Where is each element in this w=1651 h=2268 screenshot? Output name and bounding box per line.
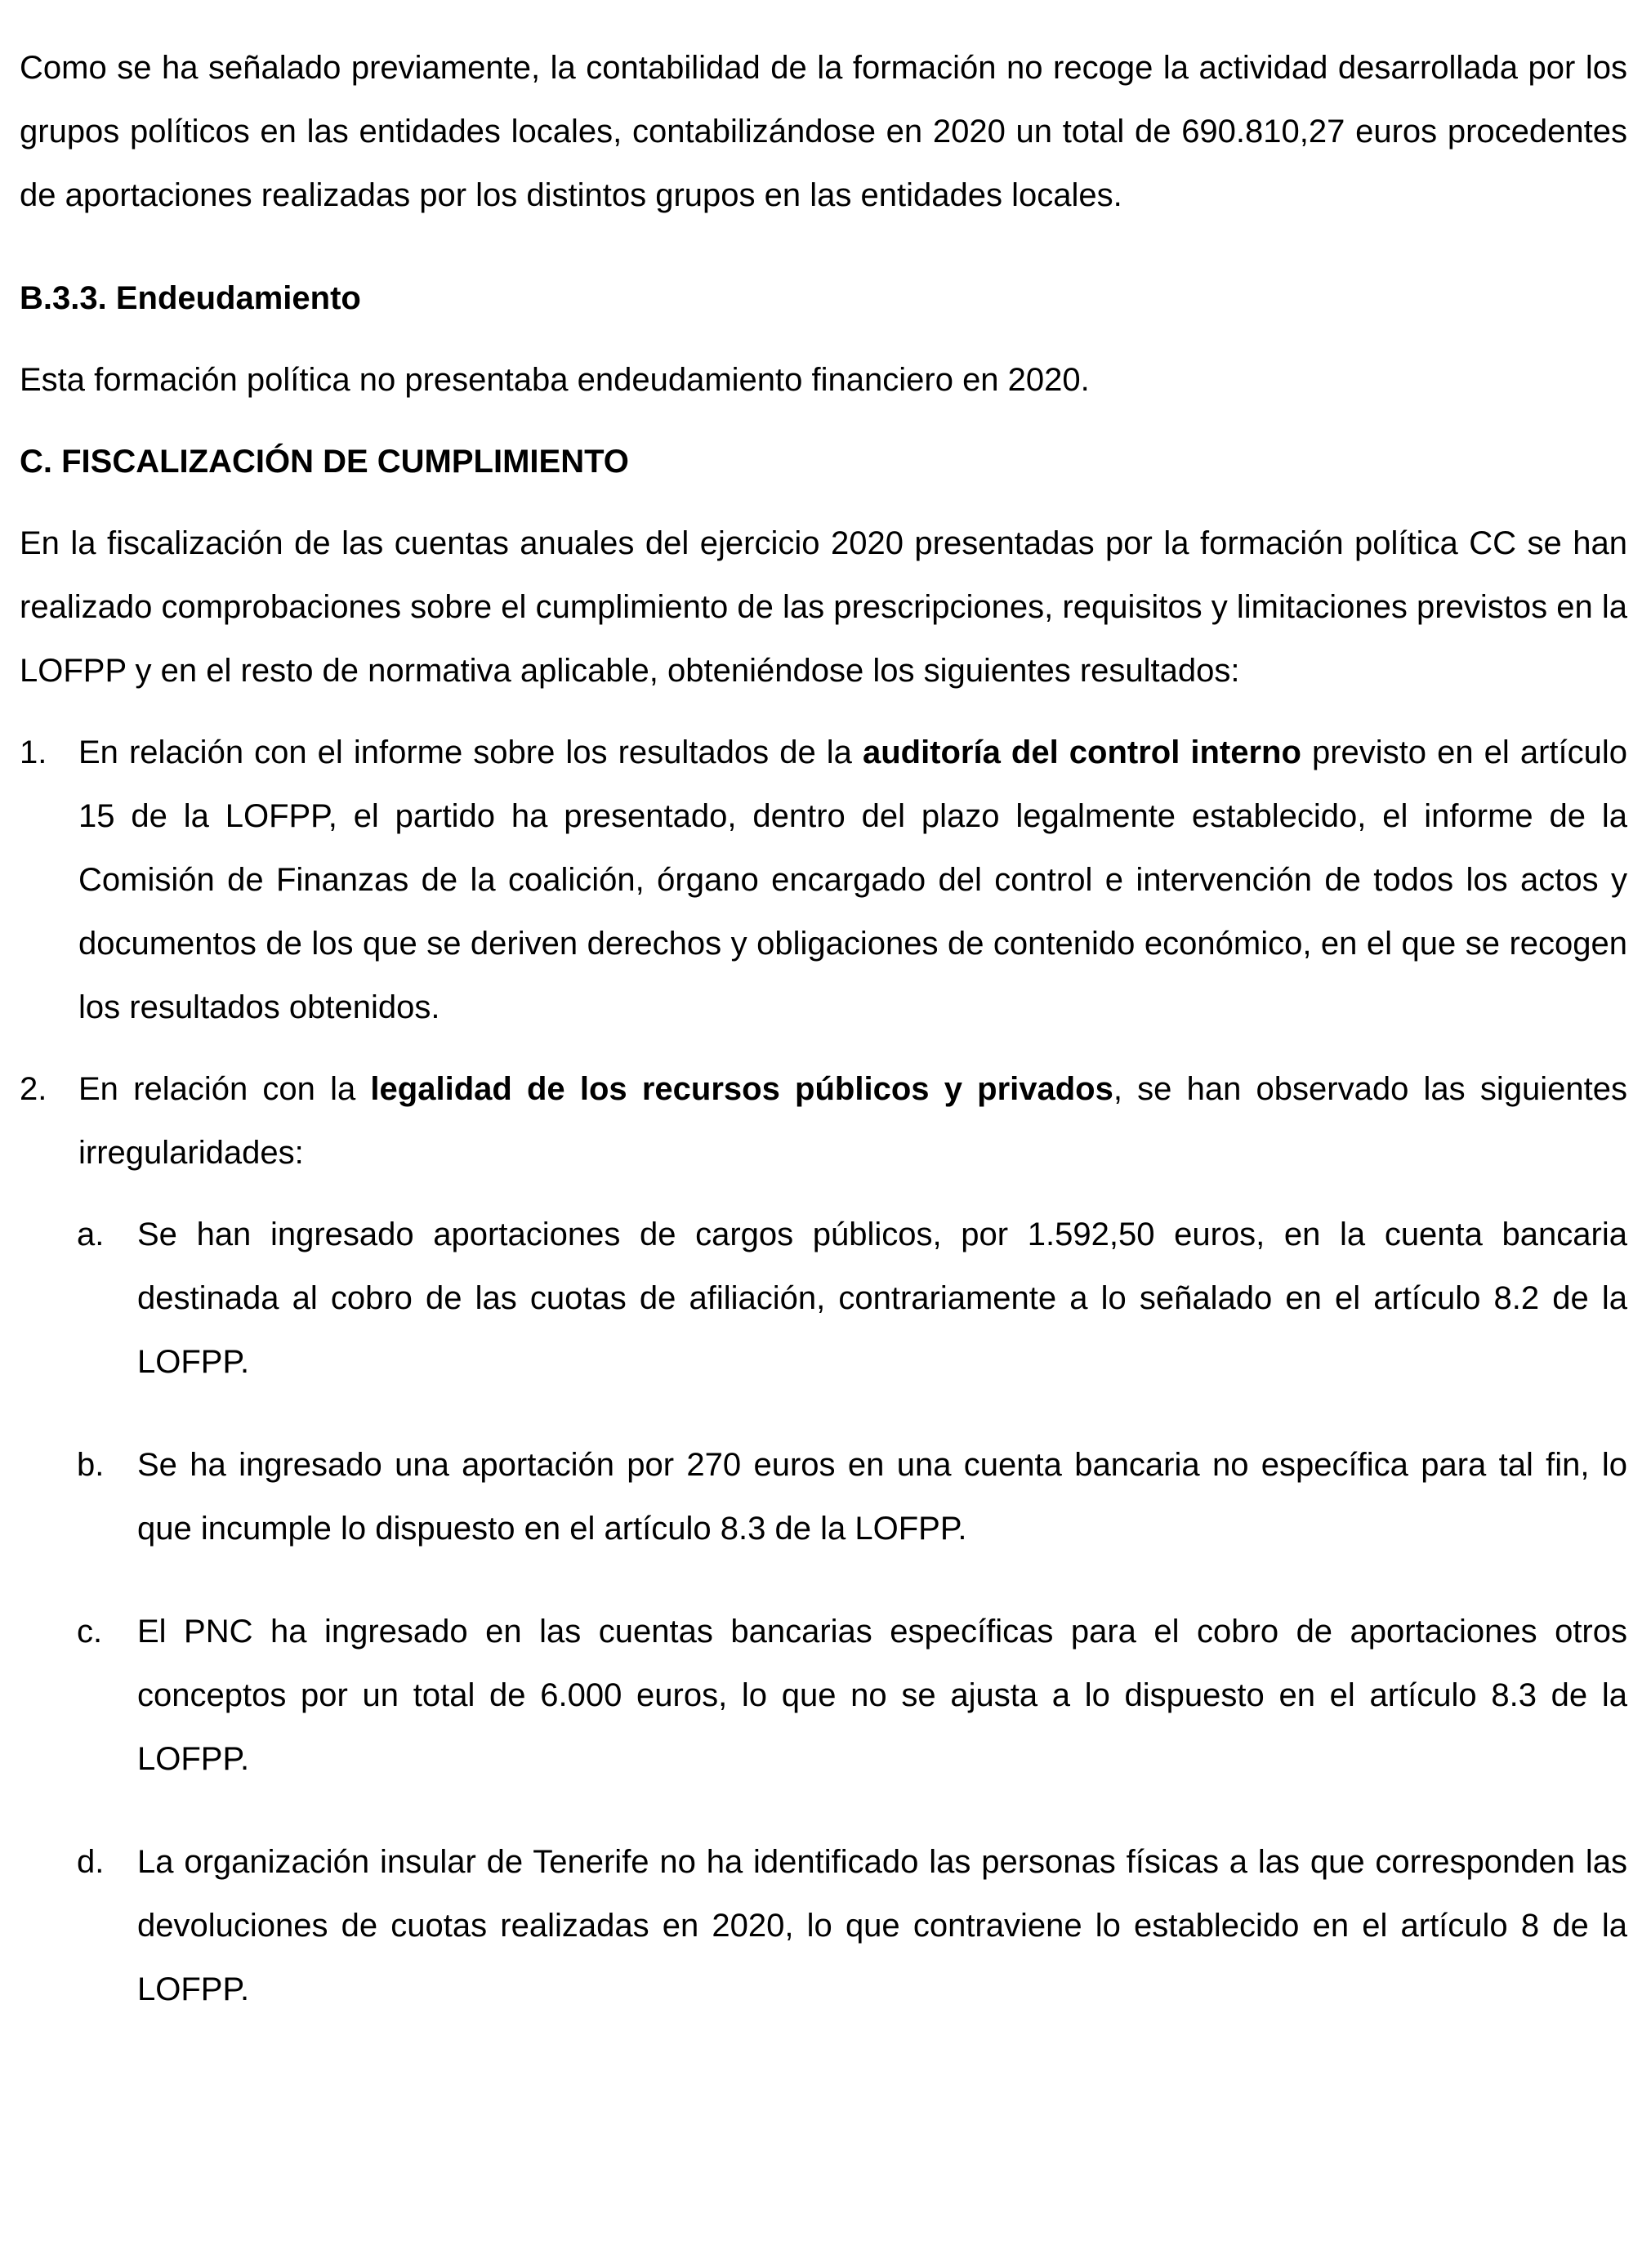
list-item-text-end: , se han observado las siguientes irregularidades: — [78, 1071, 1627, 1171]
intro-paragraph: Como se ha señalado previamente, la contabilidad de la formación no recoge la actividad desarrollada por los grupos políticos en las entidades locales, contabilizándose en 2020 un total de 690.810,27 euros procedentes de aportaciones realizadas por los distintos grupos en las entidades locales. — [20, 50, 1627, 213]
sublist-item-d — [20, 1830, 1627, 2021]
sublist-item-text: Se han ingresado aportaciones de cargos públicos, por 1.592,50 euros, en la cuenta bancaria destinada al cobro de las cuotas de afiliación, contrariamente a lo señalado en el artículo 8.2 de la LOFPP. — [137, 1217, 1627, 1380]
sublist-item-text: La organización insular de Tenerife no ha identificado las personas físicas a las que corresponden las devoluciones de cuotas realizadas en 2020, lo que contraviene lo establecido en el artículo 8 de la LOFPP. — [137, 1844, 1627, 2007]
list-item-text-end: previsto en el artículo 15 de la LOFPP, el partido ha presentado, dentro del plazo legalmente establecido, el informe de la Comisión de Finanzas de la coalición, órgano encargado del control e intervención de todos los actos y documentos de los que se deriven derechos y obligaciones de contenido económico, en el que se recogen los resultados obtenidos. — [78, 734, 1628, 1025]
list-item-text-start: En relación con el informe sobre los resultados de la — [78, 734, 863, 770]
sublist-marker: a. — [77, 1217, 105, 1252]
list-item-text-start: En relación con la — [78, 1071, 371, 1107]
compliance-heading: C. FISCALIZACIÓN DE CUMPLIMIENTO — [20, 444, 629, 480]
document-page — [20, 36, 1627, 2021]
sublist-item-a — [20, 1203, 1627, 1394]
sublist-item-text: El PNC ha ingresado en las cuentas bancarias específicas para el cobro de aportaciones otros conceptos por un total de 6.000 euros, lo que no se ajusta a lo dispuesto en el artículo 8.3 de la LOFPP. — [137, 1614, 1627, 1777]
list-marker: 2. — [20, 1071, 47, 1107]
sublist-marker: b. — [77, 1447, 105, 1483]
list-item-2 — [20, 1057, 1627, 1185]
compliance-intro-paragraph: En la fiscalización de las cuentas anuales del ejercicio 2020 presentadas por la formación política CC se han realizado comprobaciones sobre el cumplimiento de las prescripciones, requisitos y limitaciones previstos en la LOFPP y en el resto de normativa aplicable, obteniéndose los siguientes resultados: — [20, 525, 1627, 689]
sublist-item-text: Se ha ingresado una aportación por 270 euros en una cuenta bancaria no específica para tal fin, lo que incumple lo dispuesto en el artículo 8.3 de la LOFPP. — [137, 1447, 1627, 1547]
list-item-emphasis: auditoría del control interno — [862, 734, 1301, 770]
debt-heading: B.3.3. Endeudamiento — [20, 280, 361, 316]
list-marker: 1. — [20, 734, 47, 770]
sublist-item-c — [20, 1600, 1627, 1791]
list-item-1 — [20, 721, 1627, 1039]
sublist-item-b — [20, 1433, 1627, 1560]
sublist-marker: c. — [77, 1614, 103, 1650]
debt-paragraph: Esta formación política no presentaba endeudamiento financiero en 2020. — [20, 362, 1090, 398]
sublist-marker: d. — [77, 1844, 105, 1880]
list-item-emphasis: legalidad de los recursos públicos y privados — [370, 1071, 1113, 1107]
